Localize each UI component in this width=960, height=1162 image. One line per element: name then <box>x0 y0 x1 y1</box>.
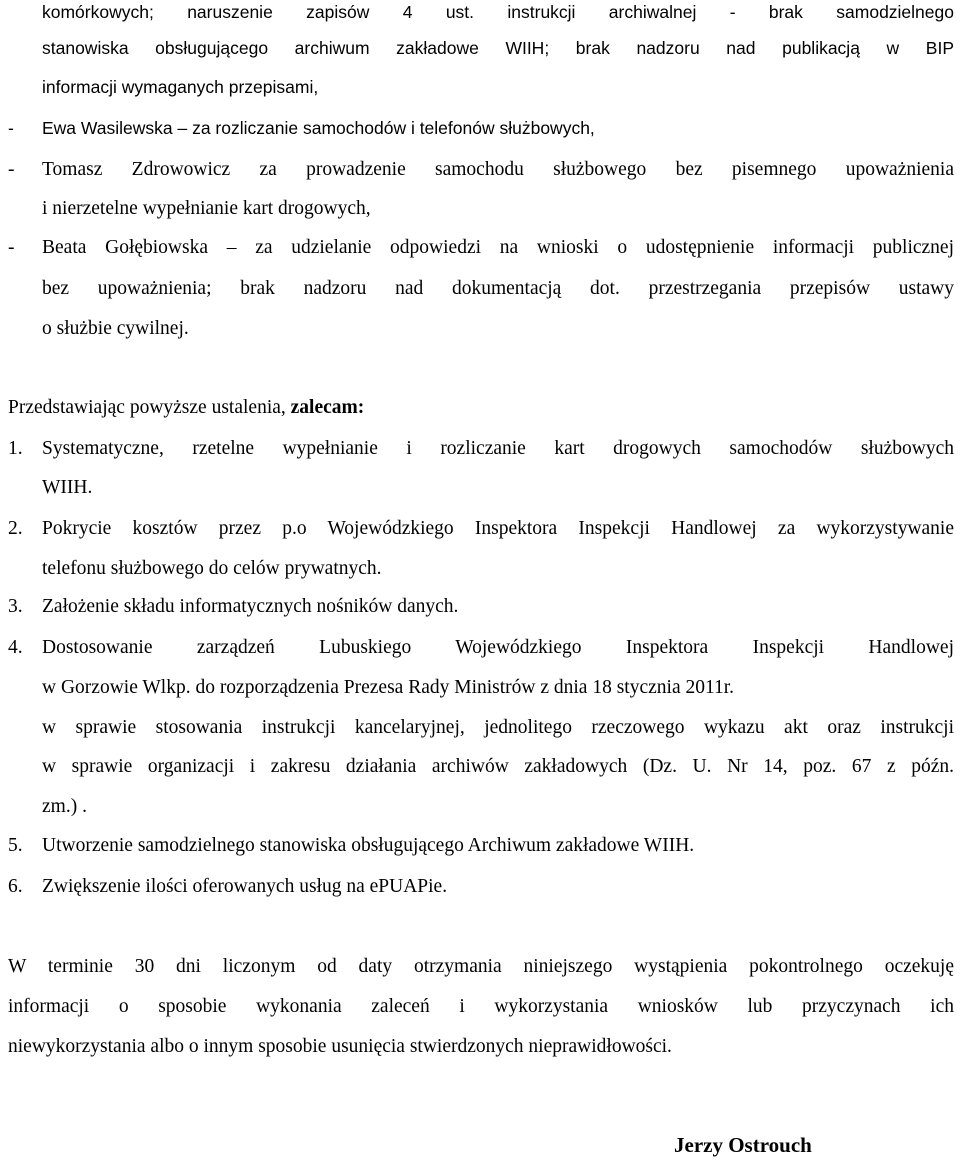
recommendation-4-line-1: Dostosowanie zarządzeń Lubuskiego Wojewódzkiego Inspektora Inspekcji Handlowej <box>42 637 954 658</box>
closing-paragraph-line-2: informacji o sposobie wykonania zaleceń i wykorzystania wniosków lub przyczynach ich <box>8 996 954 1017</box>
recommendation-1-line-1: Systematyczne, rzetelne wypełnianie i rozliczanie kart drogowych samochodów służbowych <box>42 438 954 459</box>
recommendation-4-line-5: zm.) . <box>42 796 87 817</box>
person-3-line-3: o służbie cywilnej. <box>42 318 189 339</box>
recommendation-4-line-4: w sprawie organizacji i zakresu działania archiwów zakładowych (Dz. U. Nr 14, poz. 67 z późn. <box>42 756 954 777</box>
recommendation-5-line-1: Utworzenie samodzielnego stanowiska obsługującego Archiwum zakładowe WIIH. <box>42 835 695 856</box>
person-2-dash: - <box>8 159 15 180</box>
top-paragraph-line-1: komórkowych; naruszenie zapisów 4 ust. instrukcji archiwalnej - brak samodzielnego <box>42 2 954 22</box>
recommendation-2-line-2: telefonu służbowego do celów prywatnych. <box>42 558 382 579</box>
person-1-line-1: Ewa Wasilewska – za rozliczanie samochodów i telefonów służbowych, <box>42 118 595 138</box>
top-paragraph-line-3: informacji wymaganych przepisami, <box>42 77 319 97</box>
recommendation-3-line-1: Założenie składu informatycznych nośników danych. <box>42 596 459 617</box>
recommendations-intro-bold: zalecam: <box>290 397 365 418</box>
recommendations-intro <box>8 396 364 420</box>
closing-paragraph-line-3: niewykorzystania albo o innym sposobie usunięcia stwierdzonych nieprawidłowości. <box>8 1036 672 1057</box>
recommendation-4-line-2: w Gorzowie Wlkp. do rozporządzenia Prezesa Rady Ministrów z dnia 18 stycznia 2011r. <box>42 677 735 698</box>
recommendation-2-line-1: Pokrycie kosztów przez p.o Wojewódzkiego Inspektora Inspekcji Handlowej za wykorzystywanie <box>42 518 954 539</box>
person-2-line-2: i nierzetelne wypełnianie kart drogowych, <box>42 198 371 219</box>
recommendation-1-number: 1. <box>8 438 23 459</box>
top-paragraph-line-2: stanowiska obsługującego archiwum zakładowe WIIH; brak nadzoru nad publikacją w BIP <box>42 38 954 58</box>
recommendation-5-number: 5. <box>8 835 23 856</box>
person-3-line-1: Beata Gołębiowska – za udzielanie odpowiedzi na wnioski o udostępnienie informacji publicznej <box>42 237 954 258</box>
person-1-dash: - <box>8 118 14 138</box>
person-3-dash: - <box>8 237 15 258</box>
recommendation-1-line-2: WIIH. <box>42 477 93 498</box>
closing-paragraph-line-1: W terminie 30 dni liczonym od daty otrzymania niniejszego wystąpienia pokontrolnego oczekuję <box>8 956 954 977</box>
signature: Jerzy Ostrouch <box>674 1133 812 1157</box>
recommendations-intro-text: Przedstawiając powyższe ustalenia, <box>8 397 291 418</box>
recommendation-4-number: 4. <box>8 637 23 658</box>
recommendation-3-number: 3. <box>8 596 23 617</box>
person-2-line-1: Tomasz Zdrowowicz za prowadzenie samochodu służbowego bez pisemnego upoważnienia <box>42 159 954 180</box>
person-3-line-2: bez upoważnienia; brak nadzoru nad dokumentacją dot. przestrzegania przepisów ustawy <box>42 278 954 299</box>
recommendation-6-number: 6. <box>8 876 23 897</box>
recommendation-4-line-3: w sprawie stosowania instrukcji kancelaryjnej, jednolitego rzeczowego wykazu akt oraz instrukcji <box>42 717 954 738</box>
recommendation-2-number: 2. <box>8 518 23 539</box>
recommendation-6-line-1: Zwiększenie ilości oferowanych usług na ePUAPie. <box>42 876 448 897</box>
